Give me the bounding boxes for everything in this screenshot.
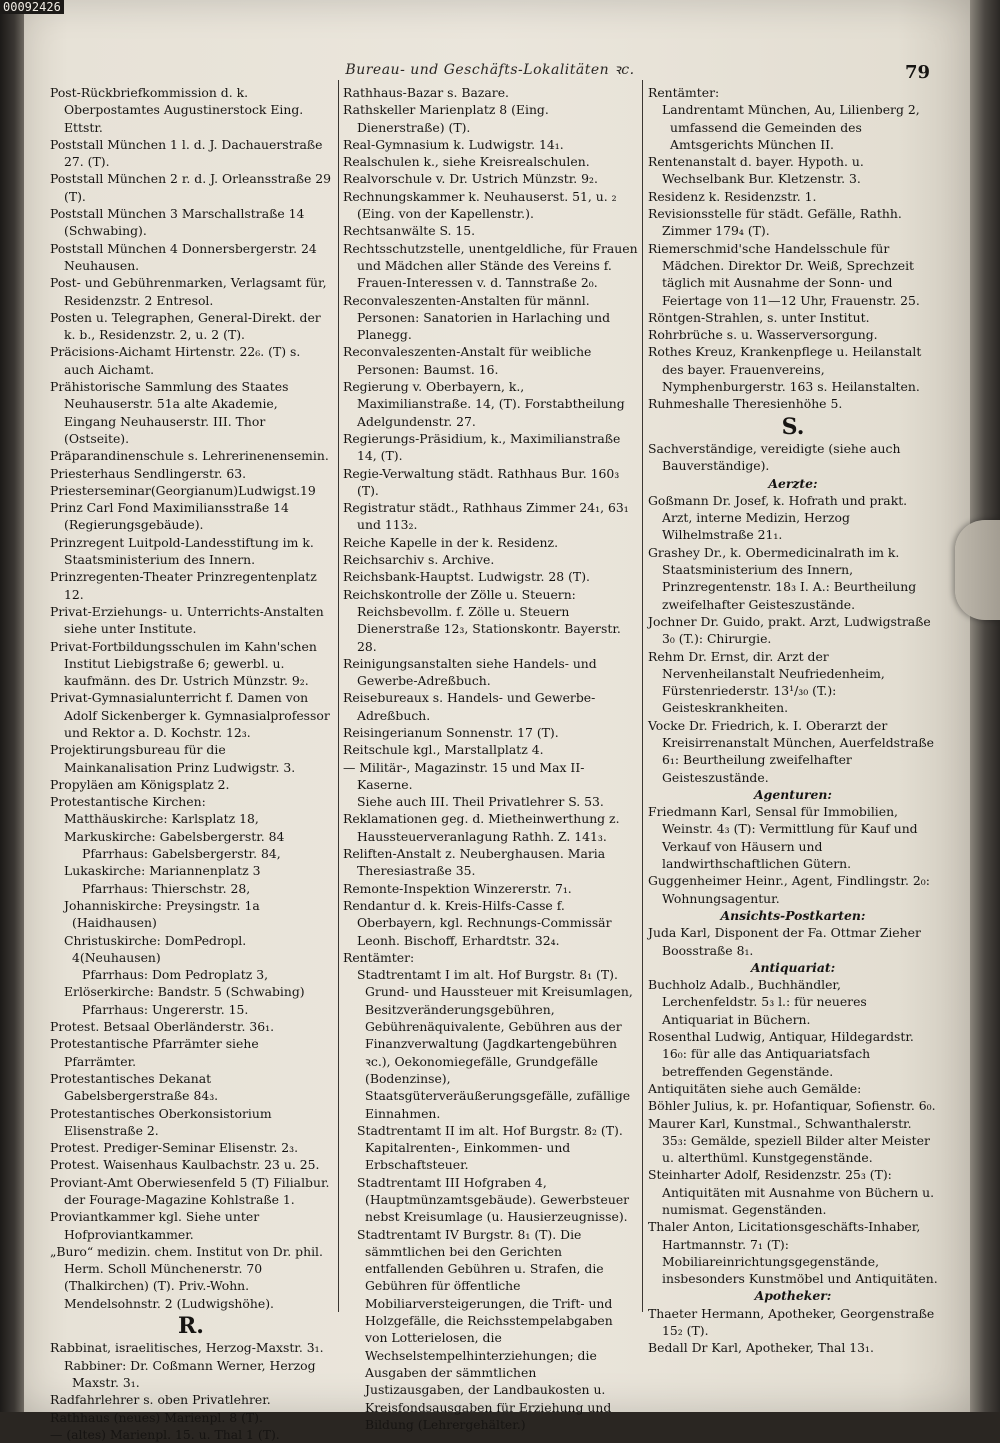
directory-entry: Reliften-Anstalt z. Neuberghausen. Maria Theresiastraße 35. — [343, 846, 606, 879]
sub-entry: Matthäuskirche: Karlsplatz 18, — [64, 811, 259, 827]
directory-entry: Radfahrlehrer s. oben Privatlehrer. — [50, 1392, 271, 1408]
directory-entry: Reitschule kgl., Marstallplatz 4. — [343, 742, 544, 758]
directory-entry: Rabbinat, israelitisches, Herzog-Maxstr. 3₁. — [50, 1340, 324, 1356]
directory-entry: Priesterseminar(Georgianum)Ludwigst.19 — [50, 482, 316, 498]
right-column — [648, 84, 938, 1357]
directory-entry: Posten u. Telegraphen, General-Direkt. der k. b., Residenzstr. 2, u. 2 (T). — [50, 309, 321, 343]
directory-entry: Rothes Kreuz, Krankenpflege u. Heilanstalt des bayer. Frauenvereins, Nymphenburgerstr. 163 s. Heilanstalten. — [648, 344, 922, 395]
person-entry: Böhler Julius, k. pr. Hofantiquar, Sofienstr. 6₀. — [648, 1098, 936, 1114]
directory-entry: Rathhaus-Bazar s. Bazare. — [343, 85, 509, 100]
person-entry: Grashey Dr., k. Obermedicinalrath im k. Staatsministerium des Innern, Prinzregentenstr. 18₃ I. A.: Beurtheilung zweifelhafter Geisteszustände. — [648, 544, 917, 612]
directory-entry: Registratur städt., Rathhaus Zimmer 24₁, 63₁ und 113₂. — [343, 500, 629, 533]
directory-entry: Reichsbank-Hauptst. Ludwigstr. 28 (T). — [343, 569, 590, 585]
directory-entry: „Buro“ medizin. chem. Institut von Dr. phil. Herm. Scholl Münchenerstr. 70 (Thalkirchen) (T). Priv.-Wohn. Mendelsohnstr. 2 (Ludwigshöhe). — [50, 1243, 323, 1311]
directory-entry: Ruhmeshalle Theresienhöhe 5. — [648, 396, 843, 412]
directory-entry: Regie-Verwaltung städt. Rathhaus Bur. 160₃ (T). — [343, 465, 620, 498]
sub-entry: Johanniskirche: Preysingstr. 1a (Haidhausen) — [64, 897, 260, 931]
directory-entry: Priesterhaus Sendlingerstr. 63. — [50, 465, 247, 481]
directory-entry: Reconvaleszenten-Anstalten für männl. Personen: Sanatorien in Harlaching und Planegg. — [343, 292, 611, 343]
section-letter: S. — [781, 413, 805, 440]
directory-entry: — Militär-, Magazinstr. 15 und Max II-Kaserne. — [343, 759, 585, 792]
directory-entry: Post-Rückbriefkommission d. k. Oberpostamtes Augustinerstock Eing. Ettstr. — [50, 85, 304, 135]
person-entry: Jochner Dr. Guido, prakt. Arzt, Ludwigstraße 3₀ (T.): Chirurgie. — [648, 613, 931, 647]
directory-entry: Reisingerianum Sonnenstr. 17 (T). — [343, 724, 559, 740]
directory-entry: Reichskontrolle der Zölle u. Steuern: Reichsbevollm. f. Zölle u. Steuern Dienerstraße 12₃, Stationskontr. Bayerstr. 28. — [343, 586, 621, 654]
category-heading: Agenturen: — [754, 786, 832, 802]
sub-entry: Erlöserkirche: Bandstr. 5 (Schwabing) — [64, 984, 305, 1000]
person-entry: Rosenthal Ludwig, Antiquar, Hildegardstr. 16₀: für alle das Antiquariatsfach betreffenden Gegenstände. — [648, 1029, 914, 1079]
directory-entry: Präcisions-Aichamt Hirtenstr. 22₆. (T) s. auch Aichamt. — [50, 344, 301, 377]
directory-entry: Reisebureaux s. Handels- und Gewerbe-Adreßbuch. — [343, 690, 596, 723]
middle-column — [343, 84, 638, 1433]
person-entry: Guggenheimer Heinr., Agent, Findlingstr. 2₀: Wohnungsagentur. — [648, 873, 930, 906]
person-entry: Bedall Dr Karl, Apotheker, Thal 13₁. — [648, 1340, 874, 1356]
directory-entry: Remonte-Inspektion Winzererstr. 7₁. — [343, 880, 572, 896]
directory-entry: Präparandinenschule s. Lehrerinenensemin. — [50, 448, 329, 464]
sub-entry: Stadtrentamt I im alt. Hof Burgstr. 8₁ (T). Grund- und Haussteuer mit Kreisumlagen, Besitzveränderungsgebühren, Gebührenäquivalente, Gebühren aus der Finanzverwaltung (Jagdkartengebühren ꝛc.), Oekonomiegefälle, Grundgefälle (Bodenzinse), Staatsgüterveräußerungsgefälle, zufällige Einnahmen. — [357, 967, 633, 1121]
directory-entry: Rentämter: — [648, 85, 720, 100]
directory-entry: Realschulen k., siehe Kreisrealschulen. — [343, 154, 590, 170]
person-entry: Maurer Karl, Kunstmal., Schwanthalerstr. 35₃: Gemälde, speziell Bilder alter Meister u. alterthüml. Kunstgegenstände. — [648, 1115, 930, 1166]
sub-entry: Lukaskirche: Mariannenplatz 3 — [64, 863, 261, 879]
sub-entry: Pfarrhaus: Gabelsbergerstr. 84, — [82, 846, 281, 862]
directory-entry: Rechtsanwälte S. 15. — [343, 223, 476, 239]
directory-entry: Protestantisches Dekanat Gabelsbergerstraße 84₃. — [50, 1070, 219, 1104]
person-entry: Buchholz Adalb., Buchhändler, Lerchenfeldstr. 5₃ l.: für neueres Antiquariat in Büchern. — [648, 977, 867, 1027]
person-entry: Thaler Anton, Licitationsgeschäfts-Inhaber, Hartmannstr. 7₁ (T): Mobiliareinrichtungsgegenstände, insbesonders Kunstmöbel und Antiquitäten. — [648, 1219, 938, 1287]
person-entry: Thaeter Hermann, Apotheker, Georgenstraße 15₂ (T). — [648, 1305, 935, 1339]
directory-entry: Rentämter: — [343, 949, 415, 965]
catalog-id: 00092426 — [0, 0, 64, 14]
category-heading: Ansichts-Postkarten: — [720, 907, 866, 923]
person-entry: Juda Karl, Disponent der Fa. Ottmar Zieher Boosstraße 8₁. — [648, 925, 921, 958]
sub-entry: Pfarrhaus: Dom Pedroplatz 3, — [82, 967, 269, 983]
category-heading: Antiquariat: — [750, 959, 836, 975]
sub-entry: Rabbiner: Dr. Coßmann Werner, Herzog Maxstr. 3₁. — [64, 1357, 316, 1390]
directory-entry: — (altes) Marienpl. 15. u. Thal 1 (T). — [50, 1426, 280, 1442]
directory-entry: Rathskeller Marienplatz 8 (Eing. Dienerstraße) (T). — [343, 102, 549, 135]
directory-entry: Privat-Fortbildungsschulen im Kahn'schen Institut Liebigstraße 6; gewerbl. u. kaufmänn. des Dr. Ustrich Münzstr. 9₂. — [50, 638, 317, 689]
directory-entry: Prinzregenten-Theater Prinzregentenplatz 12. — [50, 569, 317, 602]
category-heading: Aerzte: — [768, 475, 818, 491]
directory-entry: Protestantische Kirchen: — [50, 794, 206, 810]
directory-entry: Reichsarchiv s. Archive. — [343, 552, 495, 568]
sub-entry: Christuskirche: DomPedropl. 4(Neuhausen) — [64, 932, 247, 965]
directory-entry: Antiquitäten siehe auch Gemälde: — [648, 1080, 862, 1096]
directory-entry: Poststall München 4 Donnersbergerstr. 24 Neuhausen. — [50, 240, 317, 273]
category-heading: Apotheker: — [754, 1288, 832, 1304]
directory-entry: Sachverständige, vereidigte (siehe auch Bauverständige). — [648, 440, 901, 474]
directory-entry: Reconvaleszenten-Anstalt für weibliche Personen: Baumst. 16. — [343, 344, 592, 377]
directory-entry: Projektirungsbureau für die Mainkanalisation Prinz Ludwigstr. 3. — [50, 742, 296, 775]
directory-entry: Protest. Betsaal Oberländerstr. 36₁. — [50, 1019, 275, 1035]
directory-entry: Reiche Kapelle in der k. Residenz. — [343, 534, 559, 550]
directory-entry: Rechnungskammer k. Neuhauserst. 51, u. ₂ (Eing. von der Kapellenstr.). — [343, 188, 617, 222]
left-column — [50, 84, 332, 1443]
directory-entry: Revisionsstelle für städt. Gefälle, Rathh. Zimmer 179₄ (T). — [648, 206, 902, 239]
directory-entry: Röntgen-Strahlen, s. unter Institut. — [648, 309, 870, 325]
person-entry: Rehm Dr. Ernst, dir. Arzt der Nervenheilanstalt Neufriedenheim, Fürstenriederstr. 13¹/₃₀ (T.): Geisteskrankheiten. — [648, 648, 885, 716]
running-head: Bureau- und Geschäfts-Lokalitäten ꝛc. — [345, 62, 635, 78]
directory-entry: Privat-Gymnasialunterricht f. Damen von Adolf Sickenberger k. Gymnasialprofessor und Rektor a. D. Kochstr. 12₃. — [50, 690, 330, 740]
directory-entry: Post- und Gebührenmarken, Verlagsamt für, Residenzstr. 2 Entresol. — [50, 275, 327, 308]
directory-entry: Rentenanstalt d. bayer. Hypoth. u. Wechselbank Bur. Kletzenstr. 3. — [648, 154, 864, 187]
sub-entry: Pfarrhaus: Thierschstr. 28, — [82, 880, 251, 896]
column-divider-2 — [642, 80, 643, 1312]
directory-entry: Real-Gymnasium k. Ludwigstr. 14₁. — [343, 136, 564, 152]
directory-entry: Reinigungsanstalten siehe Handels- und Gewerbe-Adreßbuch. — [343, 655, 597, 689]
directory-entry: Realvorschule v. Dr. Ustrich Münzstr. 9₂. — [343, 171, 598, 187]
directory-entry: Rathhaus (neues) Marienpl. 8 (T). — [50, 1409, 263, 1425]
page-edge-shadow — [970, 0, 1000, 1412]
sub-entry: Siehe auch III. Theil Privatlehrer S. 53. — [357, 794, 604, 810]
thumb-index-tab — [955, 520, 1000, 620]
directory-entry: Rendantur d. k. Kreis-Hilfs-Casse f. Oberbayern, kgl. Rechnungs-Commissär Leonh. Bischoff, Erhardtstr. 32₄. — [343, 897, 612, 948]
directory-entry: Rohrbrüche s. u. Wasserversorgung. — [648, 327, 878, 343]
directory-entry: Riemerschmid'sche Handelsschule für Mädchen. Direktor Dr. Weiß, Sprechzeit täglich mit Ausnahme der Sonn- und Feiertage von 11—12 Uhr, Frauenstr. 25. — [648, 240, 920, 308]
directory-entry: Poststall München 2 r. d. J. Orleansstraße 29 (T). — [50, 171, 332, 204]
directory-entry: Rechtsschutzstelle, unentgeldliche, für Frauen und Mädchen aller Stände des Vereins f. Frauen-Interessen v. d. Tannstraße 2₀. — [343, 240, 638, 291]
person-entry: Steinharter Adolf, Residenzstr. 25₃ (T): Antiquitäten mit Ausnahme von Büchern u. numismat. Gegenständen. — [648, 1167, 935, 1217]
column-divider-1 — [338, 80, 339, 1312]
directory-entry: Prinzregent Luitpold-Landesstiftung im k. Staatsministerium des Innern. — [50, 534, 314, 568]
sub-entry: Stadtrentamt III Hofgraben 4, (Hauptmünzamtsgebäude). Gewerbsteuer nebst Kreisumlage (u. Hausierzeugnisse). — [357, 1174, 630, 1225]
directory-entry: Prähistorische Sammlung des Staates Neuhauserstr. 51a alte Akademie, Eingang Neuhauserstr. III. Thor (Ostseite). — [50, 379, 289, 446]
directory-entry: Protest. Prediger-Seminar Elisenstr. 2₃. — [50, 1140, 299, 1156]
directory-entry: Regierung v. Oberbayern, k., Maximilianstraße. 14, (T). Forstabtheilung Adelgundenstr. 27. — [343, 379, 625, 429]
sub-entry: Markuskirche: Gabelsbergerstr. 84 — [64, 828, 285, 844]
sub-entry: Stadtrentamt IV Burgstr. 8₁ (T). Die sämmtlichen bei den Gerichten entfallenden Gebühren u. Strafen, die Gebühren für öffentliche Mobiliarversteigerungen, die Trift- und Holzgefälle, die Reichsstempelabgaben von Lotterielosen, die Wechselstempelhinterziehungen; die Ausgaben der sämmtlichen Justizausgaben, der Landbaukosten u. Kreisfondsausgaben für Erziehung und Bildung (Lehrergehälter.) — [357, 1226, 613, 1432]
directory-entry: Poststall München 3 Marschallstraße 14 (Schwabing). — [50, 206, 305, 239]
person-entry: Friedmann Karl, Sensal für Immobilien, Weinstr. 4₃ (T): Vermittlung für Kauf und Verkauf von Häusern und landwirthschaftlichen Gütern. — [648, 804, 918, 872]
section-letter: R. — [178, 1313, 204, 1340]
directory-entry: Proviant-Amt Oberwiesenfeld 5 (T) Filialbur. der Fourage-Magazine Kohlstraße 1. — [50, 1174, 330, 1207]
directory-entry: Residenz k. Residenzstr. 1. — [648, 188, 817, 204]
directory-entry: Reklamationen geg. d. Mietheinwerthung z. Haussteuerveranlagung Rathh. Z. 141₃. — [343, 811, 620, 844]
directory-entry: Proviantkammer kgl. Siehe unter Hofproviantkammer. — [50, 1209, 260, 1242]
book-spine-edge — [0, 0, 24, 1412]
sub-entry: Landrentamt München, Au, Lilienberg 2, umfassend die Gemeinden des Amtsgerichts München II. — [662, 102, 920, 152]
sub-entry: Stadtrentamt II im alt. Hof Burgstr. 8₂ (T). Kapitalrenten-, Einkommen- und Erbschaftsteuer. — [357, 1122, 623, 1173]
directory-entry: Protestantische Pfarrämter siehe Pfarrämter. — [50, 1036, 259, 1069]
directory-entry: Prinz Carl Fond Maximiliansstraße 14 (Regierungsgebäude). — [50, 500, 289, 533]
sub-entry: Pfarrhaus: Ungererstr. 15. — [82, 1001, 249, 1017]
directory-entry: Poststall München 1 l. d. J. Dachauerstraße 27. (T). — [50, 136, 323, 170]
directory-entry: Regierungs-Präsidium, k., Maximilianstraße 14, (T). — [343, 430, 621, 464]
directory-entry: Privat-Erziehungs- u. Unterrichts-Anstalten siehe unter Institute. — [50, 603, 324, 637]
person-entry: Vocke Dr. Friedrich, k. I. Oberarzt der Kreisirrenanstalt München, Auerfeldstraße 6₁: Beurtheilung zweifelhafter Geisteszustände. — [648, 717, 934, 785]
directory-entry: Protestantisches Oberkonsistorium Elisenstraße 2. — [50, 1105, 272, 1138]
person-entry: Goßmann Dr. Josef, k. Hofrath und prakt. Arzt, interne Medizin, Herzog Wilhelmstraße 21₁. — [648, 492, 908, 543]
directory-entry: Protest. Waisenhaus Kaulbachstr. 23 u. 25. — [50, 1157, 320, 1173]
page-number: 79 — [905, 62, 931, 83]
directory-entry: Propyläen am Königsplatz 2. — [50, 776, 230, 792]
